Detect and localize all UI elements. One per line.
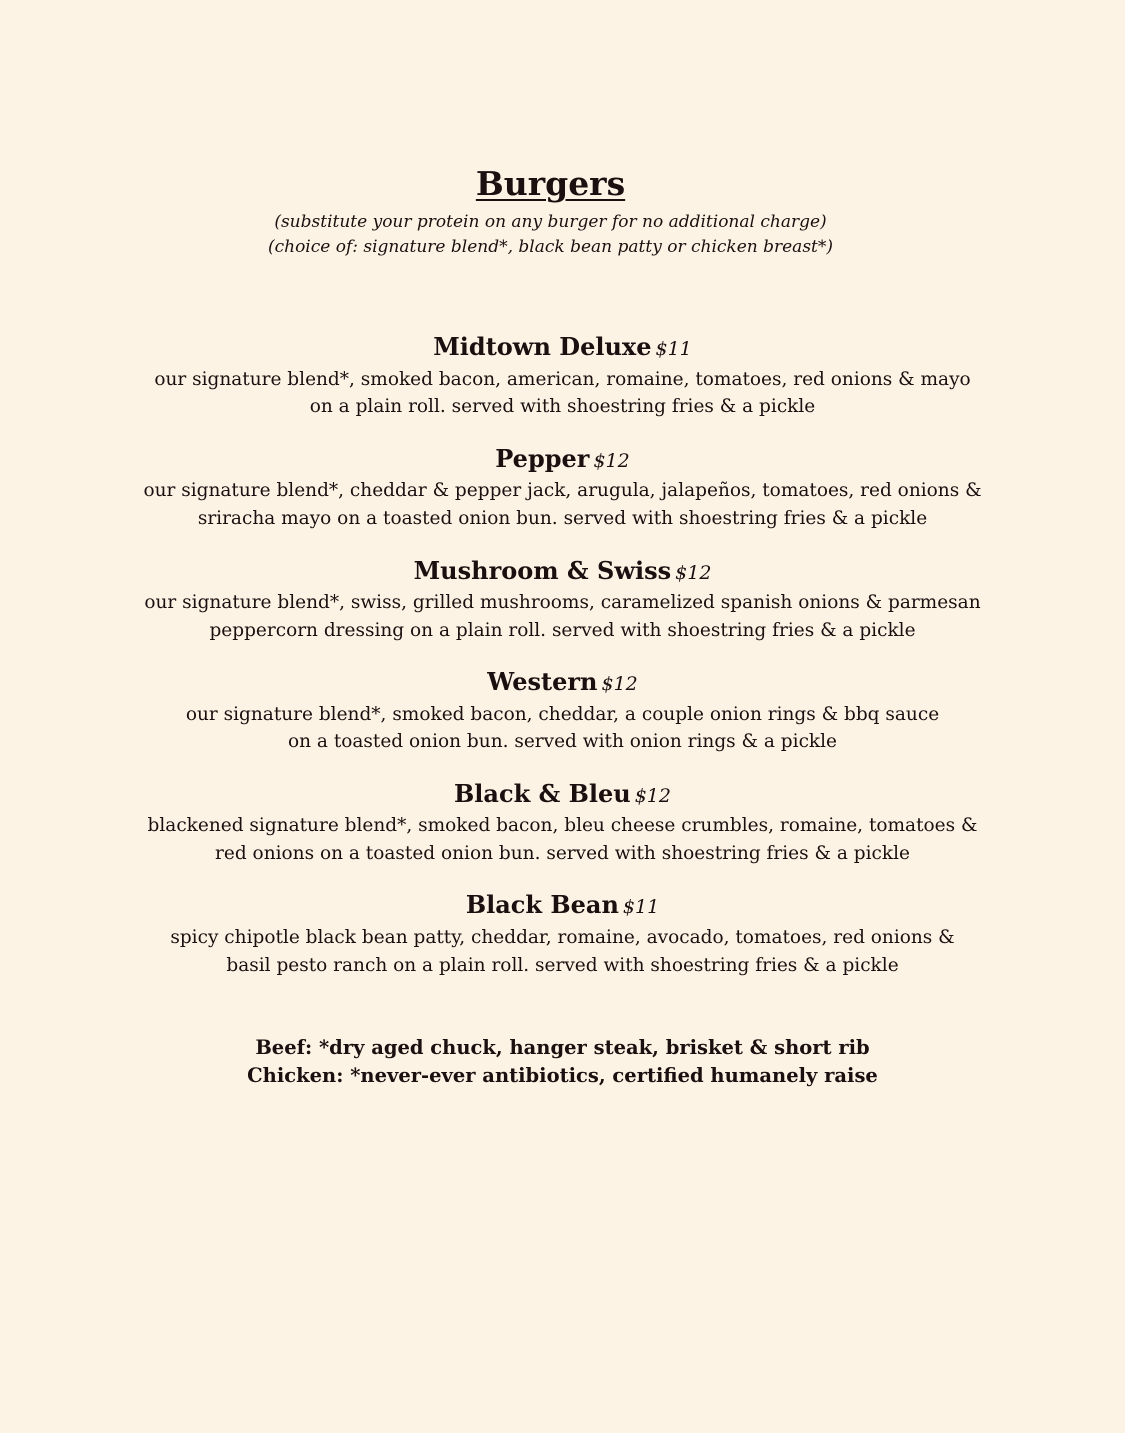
menu-item-description-line: sriracha mayo on a toasted onion bun. served with shoestring fries & a pickle: [197, 508, 928, 529]
menu-item-description-line: peppercorn dressing on a plain roll. served with shoestring fries & a pickle: [209, 620, 916, 641]
menu-item-name: Black Bean: [465, 890, 619, 919]
footer-beef-note: Beef: *dry aged chuck, hanger steak, brisket & short rib: [255, 1036, 870, 1059]
menu-item-description-line: our signature blend*, smoked bacon, american, romaine, tomatoes, red onions & mayo: [154, 369, 971, 390]
menu-item-name: Western: [487, 667, 598, 696]
menu-item-price: $12: [634, 785, 671, 807]
menu-item-heading: [0, 667, 1125, 699]
menu-subtitle-substitute: (substitute your protein on any burger for no additional charge): [274, 212, 827, 232]
menu-item-name: Mushroom & Swiss: [413, 556, 672, 585]
menu-item-description-line: on a plain roll. served with shoestring fries & a pickle: [309, 396, 816, 417]
menu-item-description-line: our signature blend*, swiss, grilled mushrooms, caramelized spanish onions & parmesan: [144, 592, 981, 613]
menu-item-heading: [0, 779, 1125, 811]
menu-item-name: Black & Bleu: [454, 779, 631, 808]
menu-item-price: $11: [622, 896, 660, 918]
menu-subtitle-protein-choice: (choice of: signature blend*, black bean patty or chicken breast*): [267, 237, 834, 257]
footer-chicken-note: Chicken: *never-ever antibiotics, certified humanely raise: [247, 1064, 878, 1087]
menu-item-description-line: spicy chipotle black bean patty, cheddar, romaine, avocado, tomatoes, red onions &: [170, 927, 955, 948]
menu-item-description-line: on a toasted onion bun. served with onion rings & a pickle: [287, 731, 838, 752]
menu-item-description-line: our signature blend*, cheddar & pepper jack, arugula, jalapeños, tomatoes, red onions &: [143, 480, 982, 501]
menu-title: Burgers: [475, 164, 626, 203]
menu-item-description-line: blackened signature blend*, smoked bacon, bleu cheese crumbles, romaine, tomatoes &: [147, 815, 978, 836]
menu-item-heading: [0, 890, 1125, 922]
menu-item-description-line: our signature blend*, smoked bacon, cheddar, a couple onion rings & bbq sauce: [185, 704, 940, 725]
menu-item-price: $12: [593, 450, 630, 472]
menu-item-heading: [0, 332, 1125, 364]
menu-item-price: $11: [655, 338, 692, 360]
menu-item-description-line: red onions on a toasted onion bun. served with shoestring fries & a pickle: [215, 843, 910, 864]
menu-item-name: Midtown Deluxe: [433, 332, 652, 361]
menu-item-heading: [0, 556, 1125, 588]
menu-item-price: $12: [675, 562, 712, 584]
menu-item-price: $12: [601, 673, 638, 695]
menu-item-name: Pepper: [495, 444, 590, 473]
menu-item-heading: [0, 444, 1125, 476]
menu-item-description-line: basil pesto ranch on a plain roll. served with shoestring fries & a pickle: [226, 955, 899, 976]
